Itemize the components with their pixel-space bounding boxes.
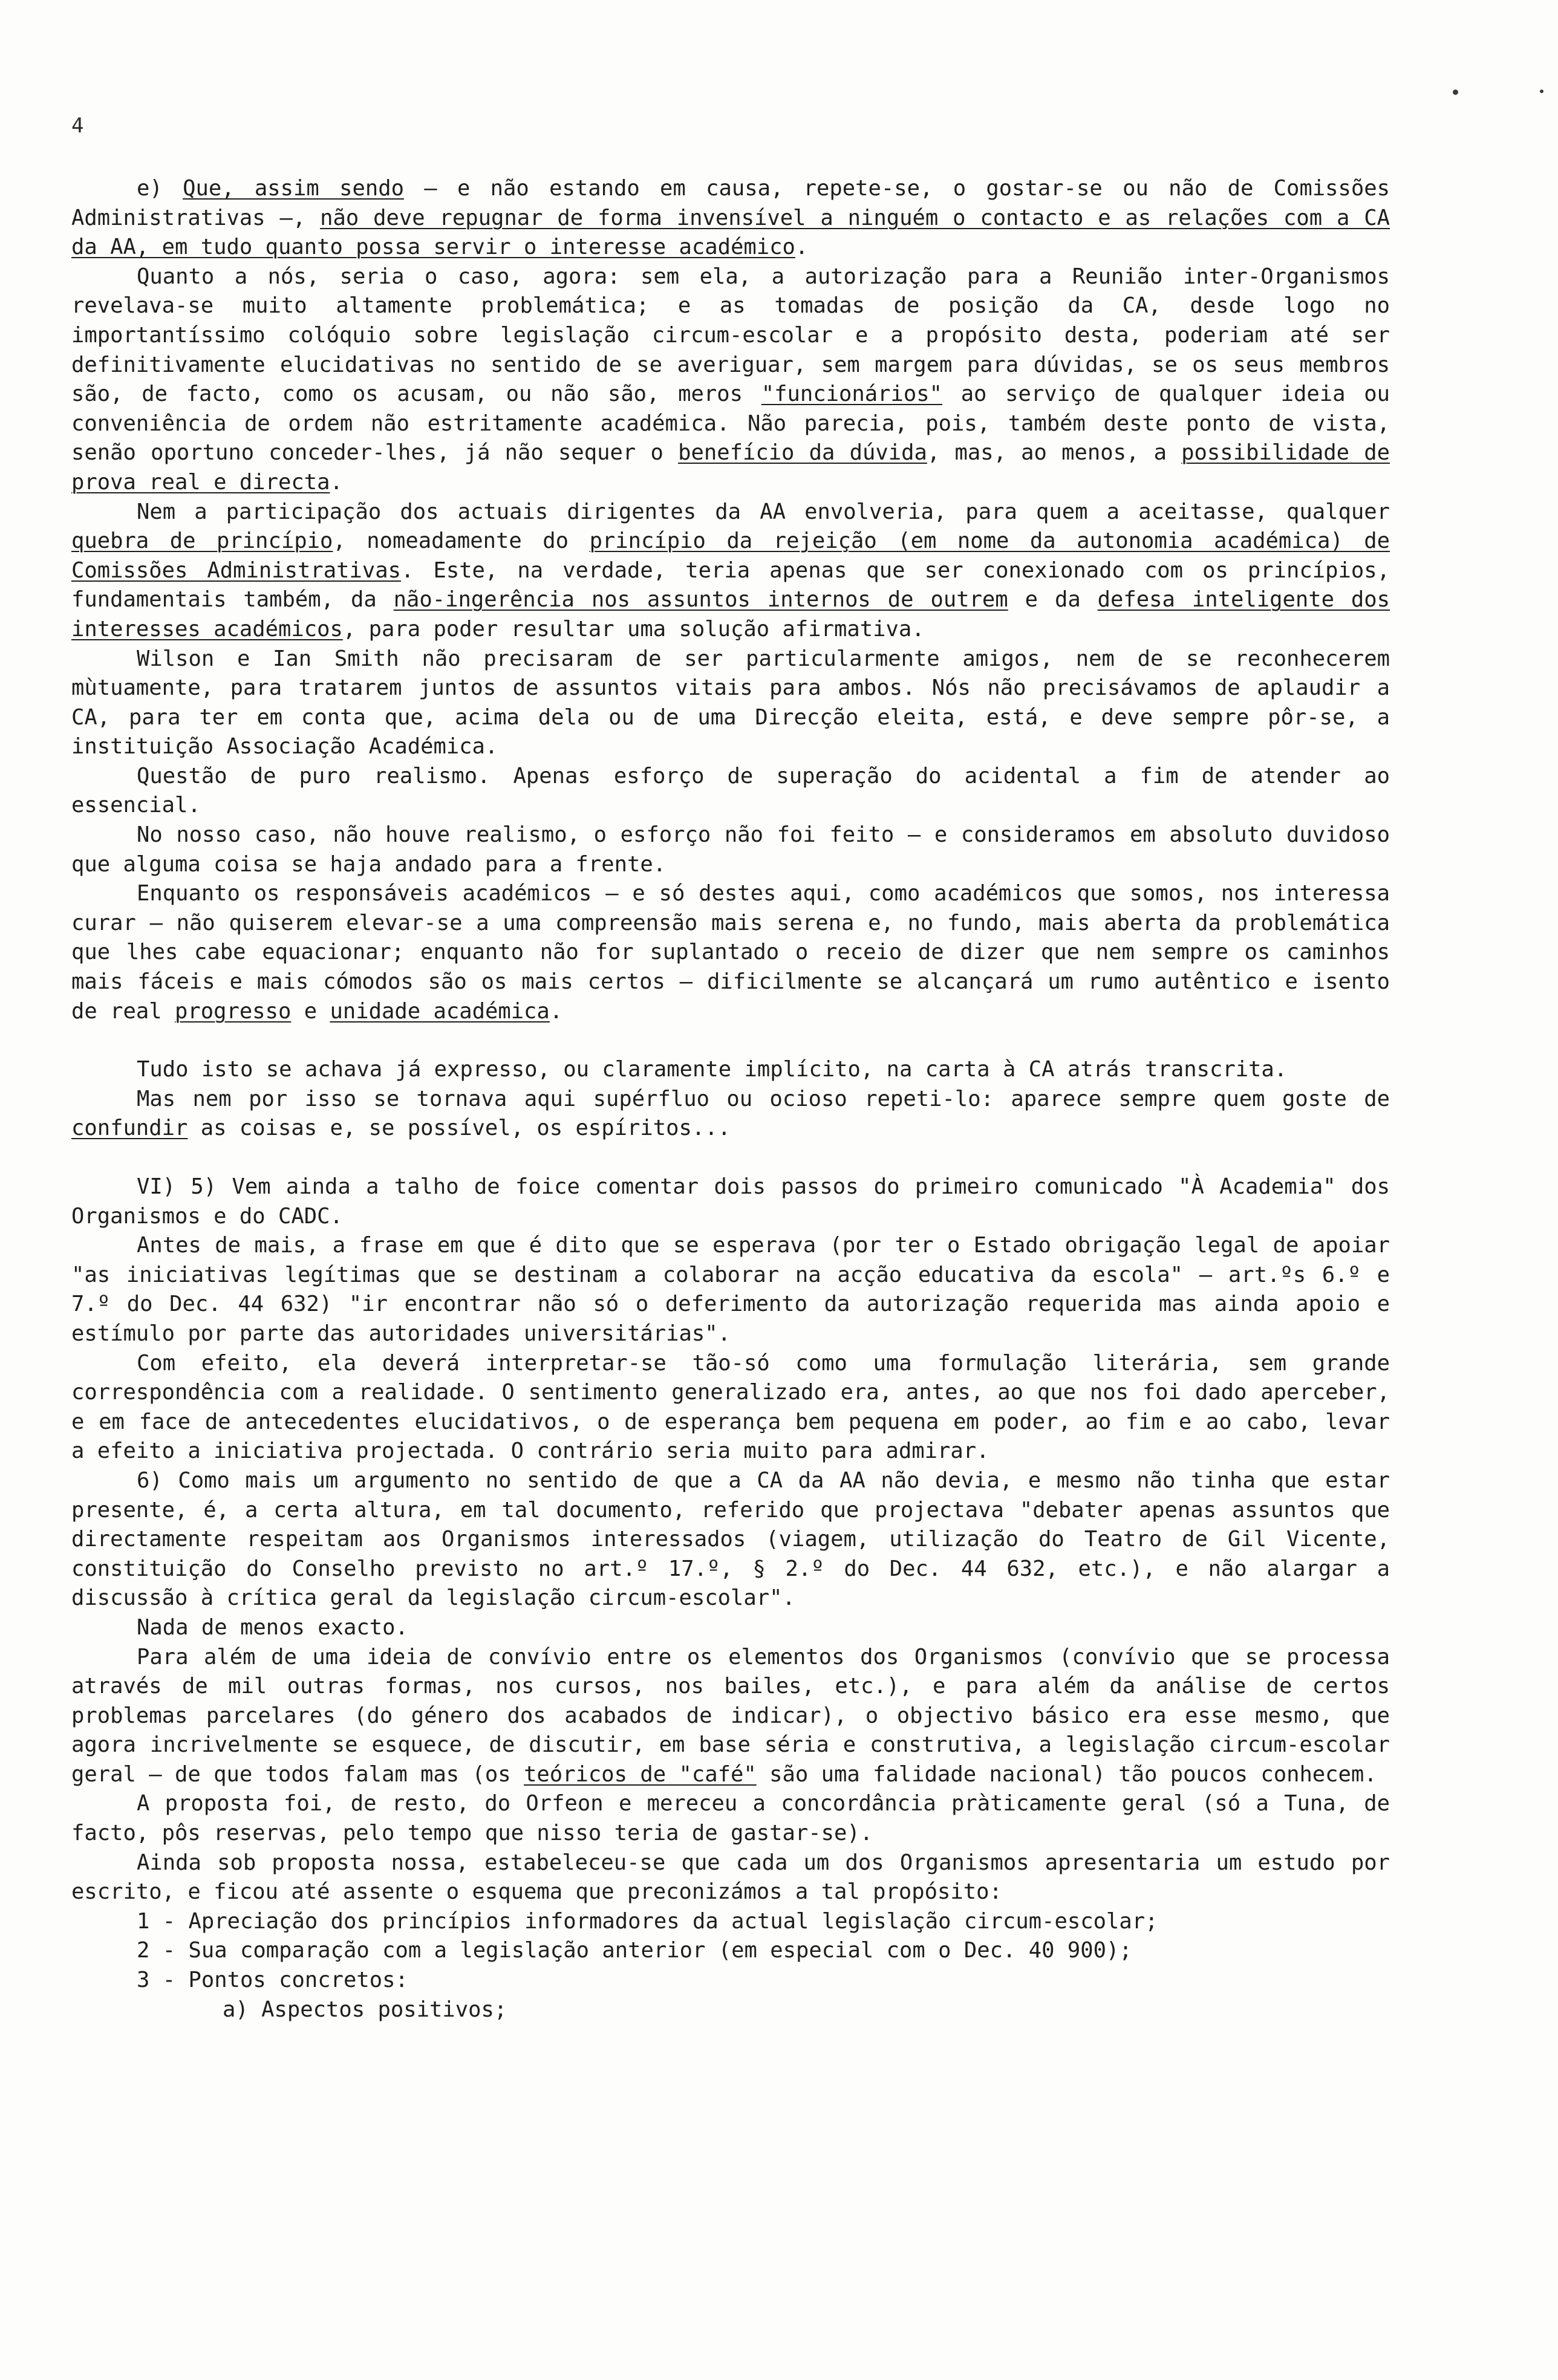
text-run: . <box>795 235 809 260</box>
paragraph <box>71 1995 1390 2025</box>
paragraph <box>71 1231 1390 1348</box>
text-run: a) Aspectos positivos; <box>223 1997 507 2022</box>
paragraph <box>71 762 1390 821</box>
paragraph <box>71 1936 1390 1966</box>
text-run: Nem a participação dos actuais dirigentes da AA envolveria, para quem a aceitasse, qualquer <box>137 499 1390 524</box>
paragraph <box>71 879 1390 1026</box>
text-run: e) <box>137 176 183 201</box>
underlined-text: benefício da dúvida <box>678 440 927 466</box>
underlined-text: não-ingerência nos assuntos internos de outrem <box>393 587 1008 613</box>
ink-speck <box>1453 89 1458 95</box>
underlined-text: progresso <box>174 998 292 1024</box>
paragraph <box>71 262 1390 498</box>
underlined-text: confundir <box>71 1116 188 1141</box>
paragraph <box>71 645 1390 762</box>
page-number: 4 <box>71 114 84 138</box>
text-run: Antes de mais, a frase em que é dito que se esperava (por ter o Estado obrigação legal de apoiar "as iniciativas legítimas que se destinam a colaborar na acção educativa da escola" — art.ºs 6.º e 7.º do Dec. 44 632) "ir encontrar não só o deferimento da autorização requerida mas ainda apoio e estímulo por parte das autoridades universitárias". <box>71 1233 1390 1346</box>
text-run: 2 - Sua comparação com a legislação anterior (em especial com o Dec. 40 900); <box>137 1938 1132 1963</box>
paragraph <box>71 174 1390 262</box>
underlined-text: quebra de princípio <box>71 528 333 554</box>
text-run: são uma falidade nacional) tão poucos conhecem. <box>756 1761 1377 1787</box>
paragraph <box>71 1349 1390 1466</box>
paragraph <box>71 1613 1390 1643</box>
text-run: VI) 5) Vem ainda a talho de foice comentar dois passos do primeiro comunicado "À Academia" dos Organismos e do CADC. <box>71 1174 1390 1229</box>
text-run: Mas nem por isso se tornava aqui supérfluo ou ocioso repeti-lo: aparece sempre quem goste de <box>137 1086 1390 1111</box>
text-run: 3 - Pontos concretos: <box>137 1968 408 1993</box>
text-run: , mas, ao menos, a <box>927 440 1182 466</box>
underlined-text: não deve repugnar de forma invensível a ninguém o contacto e as relações com a CA da AA, em tudo quanto possa servir o interesse académico <box>71 205 1390 260</box>
underlined-text: possibilidade de prova real e directa <box>71 440 1390 495</box>
paragraph <box>71 1966 1390 1995</box>
text-run: Com efeito, ela deverá interpretar-se tão-só como uma formulação literária, sem grande correspondência com a realidade. O sentimento generalizado era, antes, ao que nos foi dado aperceber, e em face de antecedentes elucidativos, o de esperança bem pequena em poder, ao fim e ao cabo, levar a efeito a iniciativa projectada. O contrário seria muito para admirar. <box>71 1350 1390 1464</box>
document-body <box>71 174 1390 2024</box>
underlined-text: teóricos de "café" <box>524 1761 757 1787</box>
text-run: — e não estando em causa, repete-se, o gostar-se ou não de Comissões Administrativas —, <box>71 176 1390 230</box>
text-run: Questão de puro realismo. Apenas esforço de superação do acidental a fim de atender ao essencial. <box>71 763 1390 818</box>
paragraph <box>71 498 1390 645</box>
text-run: Tudo isto se achava já expresso, ou claramente implícito, na carta à CA atrás transcrita. <box>137 1057 1288 1082</box>
text-run: , nomeadamente do <box>333 528 590 554</box>
text-run: ao serviço de qualquer ideia ou conveniência de ordem não estritamente académica. Não parecia, pois, também deste ponto de vista, senão oportuno conceder-lhes, já não sequer o <box>71 382 1390 466</box>
paragraph <box>71 1085 1390 1143</box>
paragraph <box>71 1848 1390 1907</box>
text-run: Quanto a nós, seria o caso, agora: sem ela, a autorização para a Reunião inter-Organismos revelava-se muito altamente problemática; e as tomadas de posição da CA, desde logo no importantíssimo colóquio sobre legislação circum-escolar e a propósito desta, poderiam até ser definitivamente elucidativas no sentido de se averiguar, sem margem para dúvidas, se os seus membros são, de facto, como os acusam, ou não são, meros <box>71 264 1390 407</box>
text-run: Para além de uma ideia de convívio entre os elementos dos Organismos (convívio que se processa através de mil outras formas, nos cursos, nos bailes, etc.), e para além da análise de certos problemas parcelares (do género dos acabados de indicar), o objectivo básico era esse mesmo, que agora incrivelmente se esquece, de discutir, em base séria e construtiva, a legislação circum-escolar geral — de que todos falam mas (os <box>71 1644 1390 1787</box>
text-run: . <box>549 998 563 1024</box>
paragraph <box>71 1643 1390 1790</box>
paragraph <box>71 1466 1390 1613</box>
text-run: Nada de menos exacto. <box>137 1614 408 1640</box>
text-run: 6) Como mais um argumento no sentido de que a CA da AA não devia, e mesmo não tinha que estar presente, é, a certa altura, em tal documento, referido que projectava "debater apenas assuntos que directamente respeitam aos Organismos interessados (viagem, utilização do Teatro de Gil Vicente, constituição do Conselho previsto no art.º 17.º, § 2.º do Dec. 44 632, etc.), e não alargar a discussão à crítica geral da legislação circum-escolar". <box>71 1468 1390 1611</box>
ink-speck <box>1540 89 1543 93</box>
text-run: Wilson e Ian Smith não precisaram de ser particularmente amigos, nem de se reconhecerem mùtuamente, para tratarem juntos de assuntos vitais para ambos. Nós não precisávamos de aplaudir a CA, para ter em conta que, acima dela ou de uma Direcção eleita, está, e deve sempre pôr-se, a instituição Associação Académica. <box>71 646 1390 759</box>
text-run: Ainda sob proposta nossa, estabeleceu-se que cada um dos Organismos apresentaria um estudo por escrito, e ficou até assente o esquema que preconizámos a tal propósito: <box>71 1850 1390 1905</box>
text-run: e <box>291 998 330 1024</box>
paragraph <box>71 1789 1390 1848</box>
paragraph <box>71 821 1390 879</box>
underlined-text: Que, assim sendo <box>183 176 404 201</box>
underlined-text: defesa inteligente dos interesses académicos <box>71 587 1390 642</box>
text-run: Enquanto os responsáveis académicos — e só destes aqui, como académicos que somos, nos interessa curar — não quiserem elevar-se a uma compreensão mais serena e, no fundo, mais aberta da problemática que lhes cabe equacionar; enquanto não for suplantado o receio de dizer que nem sempre os caminhos mais fáceis e mais cómodos são os mais certos — dificilmente se alcançará um rumo autêntico e isento de real <box>71 881 1390 1024</box>
paragraph <box>71 1172 1390 1231</box>
text-run: 1 - Apreciação dos princípios informadores da actual legislação circum-escolar; <box>137 1908 1158 1934</box>
underlined-text: princípio da rejeição (em nome da autonomia académica) de Comissões Administrativas <box>71 528 1390 583</box>
text-run: No nosso caso, não houve realismo, o esforço não foi feito — e consideramos em absoluto duvidoso que alguma coisa se haja andado para a frente. <box>71 822 1390 877</box>
text-run: e da <box>1008 587 1098 613</box>
paragraph <box>71 1055 1390 1085</box>
underlined-text: unidade académica <box>330 998 550 1024</box>
paragraph <box>71 1907 1390 1937</box>
text-run: . <box>330 469 343 495</box>
text-run: A proposta foi, de resto, do Orfeon e mereceu a concordância pràticamente geral (só a Tuna, de facto, pôs reservas, pelo tempo que nisso teria de gastar-se). <box>71 1791 1390 1846</box>
underlined-text: "funcionários" <box>761 382 942 407</box>
text-run: . Este, na verdade, teria apenas que ser conexionado com os princípios, fundamentais também, da <box>71 558 1390 613</box>
text-run: as coisas e, se possível, os espíritos... <box>187 1116 731 1141</box>
text-run: , para poder resultar uma solução afirmativa. <box>342 616 925 642</box>
